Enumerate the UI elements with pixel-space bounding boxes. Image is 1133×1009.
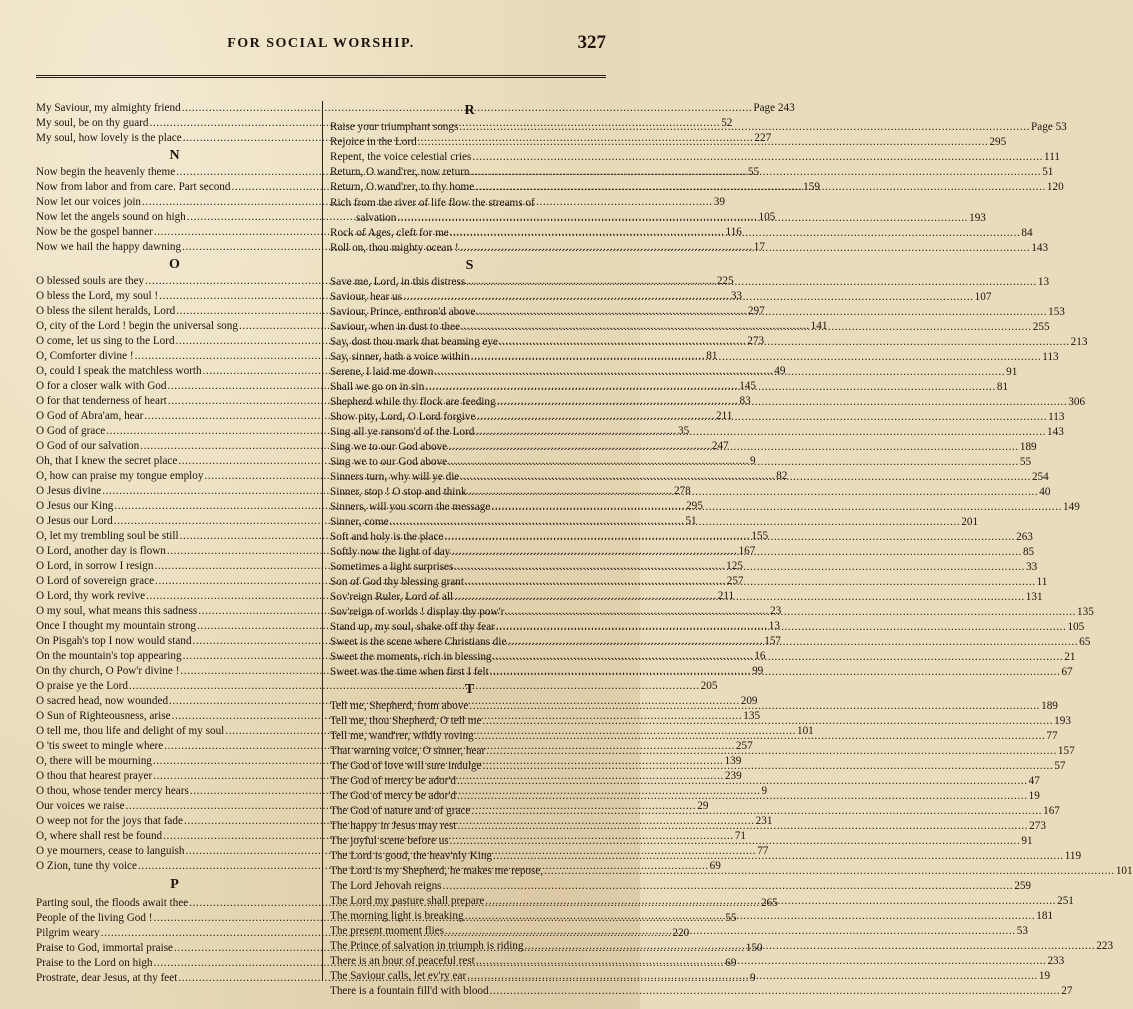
section-letter: N [169,148,181,163]
hymn-first-line: O Lord, another day is flown [36,545,166,557]
hymn-first-line: O, how can praise my tongue employ [36,470,204,482]
hymn-first-line: O thou that hearest prayer [36,770,153,782]
page-ref: 119 [1064,850,1082,862]
page-ref: 193 [1054,715,1071,727]
page-ref: 273 [1029,820,1046,832]
hymn-first-line: O sacred head, now wounded [36,695,169,707]
page-ref: 257 [726,575,744,587]
page-ref: 167 [1043,805,1060,817]
page-ref: 77 [757,845,769,857]
page-ref: 295 [989,136,1007,148]
hymn-first-line: On thy church, O Pow'r divine ! [36,665,180,677]
page-ref: 17 [753,241,765,253]
hymn-first-line: Shepherd while thy flock are feeding [330,396,496,408]
hymn-first-line: Sing we to our God above [330,441,448,453]
page-ref: 113 [1048,411,1065,423]
hymn-first-line: My soul, how lovely is the place [36,132,182,144]
dot-leader [493,849,1064,864]
page-ref: 273 [747,335,765,347]
dot-leader [448,440,1019,455]
page-ref: 225 [716,275,734,287]
hymn-first-line: Say, sinner, hath a voice within [330,351,470,363]
page-ref: 55 [747,166,760,178]
page-ref: 131 [1025,591,1043,603]
page-ref: 227 [754,132,772,144]
page-ref: 157 [1057,745,1075,757]
dot-leader [482,714,1053,729]
dot-leader [471,804,1042,819]
dot-leader [471,165,1042,180]
hymn-first-line: O come, let us sing to the Lord [36,335,175,347]
dot-leader [443,879,1014,894]
dot-leader [460,241,1031,256]
hymn-first-line: O tell me, thou life and delight of my soul [36,725,225,737]
hymn-first-line: Praise to God, immortal praise [36,942,174,954]
page-ref: 23 [769,605,782,617]
dot-leader [425,380,996,395]
hymn-first-line: Sinner, stop ! O stop and think [330,486,467,498]
hymn-first-line: The God of love will sure indulge [330,760,482,772]
column-divider [322,101,323,981]
page-ref: 143 [1031,242,1049,254]
section-letter: S [465,258,475,273]
page-ref: 150 [745,942,763,954]
index-entry [330,984,1073,999]
hymn-first-line: salvation [356,212,397,224]
page-ref: 278 [673,485,691,497]
hymn-first-line: O weep not for the joys that fade [36,815,183,827]
page-ref: 82 [776,470,788,482]
hymn-first-line: O my soul, what means this sadness [36,605,198,617]
hymn-first-line: Oh, that I knew the secret place [36,455,178,467]
page-ref: 209 [740,695,758,707]
hymn-first-line: O Lord of sovereign grace [36,575,155,587]
page-ref: 125 [726,560,743,572]
dot-leader [459,120,1030,135]
page-ref: 9 [761,785,768,797]
page-ref: 69 [709,860,721,872]
hymn-first-line: The Saviour calls, let ev'ry ear [330,970,467,982]
hymn-first-line: O, city of the Lord ! begin the universal song [36,320,238,332]
hymn-first-line: O God of Abra'am, hear [36,410,144,422]
hymn-first-line: Rich from the river of life flow the streams of [330,197,535,209]
page-ref: 51 [685,515,697,527]
section-letter: O [169,257,181,272]
page-ref: 105 [1067,621,1085,633]
dot-leader [483,759,1054,774]
dot-leader [475,729,1046,744]
hymn-first-line: Repent, the voice celestial cries [330,151,472,163]
dot-leader [457,789,1028,804]
hymn-first-line: O praise ye the Lord [36,680,128,692]
hymn-first-line: Sinner, come [330,516,389,528]
index-entry [36,679,718,694]
page-ref: 189 [1019,441,1037,453]
page-ref: 205 [700,680,718,692]
index-entry [330,455,1032,470]
hymn-first-line: Shall we go on in sin [330,381,425,393]
dot-leader [460,470,1031,485]
hymn-first-line: O, where shall rest be found [36,830,163,842]
hymn-first-line: O for a closer walk with God [36,380,167,392]
hymn-first-line: Say, dost thou mark that beaming eye [330,336,498,348]
index-entry [330,969,1051,984]
page-ref: 81 [996,381,1009,393]
page-ref: 153 [1048,306,1065,318]
hymn-first-line: O, could I speak the matchless worth [36,365,202,377]
hymn-first-line: People of the living God ! [36,912,153,924]
dot-leader [465,575,1036,590]
dot-leader [450,834,1021,849]
dot-leader [490,665,1061,680]
hymn-first-line: Praise to the Lord on high [36,957,153,969]
dot-leader [434,365,1005,380]
page-ref: 51 [1042,166,1054,178]
hymn-first-line: Sometimes a light surprises [330,561,454,573]
page-ref: 111 [1044,151,1060,163]
page-ref: 149 [1063,501,1080,513]
page-ref: 9 [750,972,756,984]
hymn-first-line: Sweet was the time when first I felt [330,666,489,678]
page-ref: 145 [739,380,756,392]
page-ref: 201 [961,516,979,528]
page-ref: 29 [697,800,709,812]
hymn-first-line: O, there will be mourning [36,755,152,767]
page-ref: 231 [755,815,773,827]
hymn-first-line: Pilgrim weary [36,927,100,939]
hymn-first-line: Soft and holy is the place [330,531,444,543]
hymn-first-line: O for that tenderness of heart [36,395,167,407]
dot-leader [490,984,1061,999]
page-ref: 57 [1054,760,1066,772]
hymn-first-line: O God of grace [36,425,106,437]
hymn-first-line: O Lord, in sorrow I resign [36,560,154,572]
hymn-first-line: O 'tis sweet to mingle where [36,740,164,752]
dot-leader [507,635,1078,650]
index-entry [330,789,1040,804]
dot-leader [475,180,1046,195]
hymn-first-line: Raise your triumphant songs [330,121,459,133]
hymn-first-line: On Pisgah's top I now would stand [36,635,192,647]
page-ref: 52 [721,117,733,129]
dot-leader [454,560,1025,575]
page-ref: 135 [1077,606,1094,618]
dot-leader [403,290,974,305]
page-ref: 135 [743,710,761,722]
hymn-first-line: Sweet the moments, rich in blessing [330,651,492,663]
page-ref: 13 [1037,276,1050,288]
dot-leader [525,939,1096,954]
page-ref: 21 [1064,651,1076,663]
dot-leader [450,226,1021,241]
hymn-first-line: Roll on, thou mighty ocean ! [330,242,459,254]
hymn-first-line: My soul, be on thy guard [36,117,149,129]
page-ref: 306 [1068,396,1086,408]
page-ref: 83 [739,395,751,407]
hymn-first-line: Sing we to our God above [330,456,448,468]
dot-leader [465,909,1036,924]
hymn-first-line: The Lord my pasture shall prepare [330,895,485,907]
page-ref: 233 [1047,955,1065,967]
page-ref: 101 [796,725,814,737]
page-ref: 181 [1036,910,1054,922]
hymn-first-line: The Prince of salvation in triumph is riding [330,940,524,952]
hymn-first-line: Prostrate, dear Jesus, at thy feet [36,972,178,984]
page-ref: 297 [747,305,765,317]
hymn-first-line: Return, O wand'rer, to thy home [330,181,475,193]
dot-leader [469,699,1040,714]
page-ref: 213 [1070,336,1088,348]
hymn-first-line: O ye mourners, cease to languish [36,845,185,857]
page-ref: 67 [1061,666,1073,678]
hymn-first-line: Tell me, wand'rer, wildly roving [330,730,474,742]
dot-leader [486,744,1057,759]
hymn-first-line: The morning light is breaking [330,910,464,922]
hymn-first-line: O God of our salvation [36,440,140,452]
dot-leader [493,650,1064,665]
hymn-first-line: O bless the Lord, my soul ! [36,290,159,302]
dot-leader [445,924,1016,939]
index-entry [36,101,795,116]
hymn-first-line: Return, O wand'rer, now return [330,166,470,178]
section-letter: R [464,103,476,118]
page-ref: 220 [672,927,690,939]
hymn-first-line: The Lord is good, the heav'nly King [330,850,493,862]
page-ref: 91 [1021,835,1033,847]
dot-leader [397,211,968,226]
dot-leader [457,819,1028,834]
index-entry [330,879,1031,894]
section-letter: T [464,682,476,697]
hymn-first-line: The happy in Jesus may rest [330,820,457,832]
page-ref: 13 [768,620,780,632]
hymn-first-line: Saviour, Prince, enthron'd above [330,306,476,318]
dot-leader [544,864,1115,879]
dot-leader [461,320,1032,335]
hymn-first-line: Save me, Lord, in this distress [330,276,466,288]
page-ref: 19 [1038,970,1051,982]
hymn-first-line: Tell me, thou Shepherd, O tell me [330,715,482,727]
page-ref: 85 [1022,546,1035,558]
page-ref: 27 [1061,985,1073,997]
hymn-first-line: Rock of Ages, cleft for me [330,227,449,239]
hymn-first-line: Serene, I laid me down [330,366,434,378]
hymn-first-line: O Jesus divine [36,485,102,497]
dot-leader [390,515,961,530]
hymn-first-line: Now let our voices join [36,196,142,208]
hymn-first-line: That warning voice, O sinner, hear [330,745,486,757]
hymn-first-line: Sing all ye ransom'd of the Lord [330,426,475,438]
dot-leader [475,425,1046,440]
hymn-first-line: O Sun of Righteousness, arise [36,710,171,722]
page-ref: 53 [1016,925,1028,937]
page-ref: 223 [1096,940,1114,952]
hymn-first-line: The God of mercy be ador'd [330,775,456,787]
hymn-first-line: Sinners turn, why will ye die [330,471,460,483]
page-ref: 211 [717,590,735,602]
page-ref: 143 [1047,426,1064,438]
page-ref: 107 [974,291,992,303]
hymn-first-line: The Lord Jehovah reigns [330,880,442,892]
page-ref: 11 [1036,576,1048,588]
hymn-first-line: The Lord is my Shepherd, he makes me repose, [330,865,544,877]
hymn-first-line: Stand up, my soul, shake off thy fear [330,621,495,633]
page-ref: 263 [1016,531,1033,543]
dot-leader [457,774,1028,789]
page-ref: 155 [751,530,769,542]
page-ref: 69 [725,957,737,969]
dot-leader [472,150,1043,165]
hymn-first-line: O thou, whose tender mercy hears [36,785,189,797]
hymn-first-line: Our voices we raise [36,800,125,812]
hymn-first-line: Now begin the heavenly theme [36,166,176,178]
page-ref: 265 [760,897,778,909]
page-ref: 39 [713,196,725,208]
page-ref: 33 [1026,561,1038,573]
page-ref: 251 [1057,895,1074,907]
page-ref: 193 [969,212,986,224]
page-ref: 99 [752,665,764,677]
page-ref: 255 [1032,321,1050,333]
page-ref: 211 [716,410,733,422]
page-ref: 116 [725,226,742,238]
hymn-first-line: O, Comforter divine ! [36,350,134,362]
dot-leader [418,135,989,150]
page-ref: 91 [1006,366,1018,378]
dot-leader [497,395,1068,410]
hymn-first-line: O Lord, thy work revive [36,590,146,602]
dot-leader [471,350,1042,365]
hymn-first-line: Now from labor and from care. Part second [36,181,231,193]
dot-leader [448,455,1019,470]
page-ref: 55 [1019,456,1032,468]
page-ref: Page 53 [1031,121,1067,133]
page-ref: 113 [1042,351,1059,363]
dot-leader [468,485,1039,500]
hymn-first-line: There is an hour of peaceful rest [330,955,475,967]
hymn-first-line: Saviour, hear us [330,291,402,303]
hymn-first-line: The God of nature and of grace [330,805,471,817]
page-ref: 71 [734,830,747,842]
page-ref: 55 [725,912,737,924]
page-ref: 101 [1115,865,1133,877]
page-ref: 65 [1079,636,1091,648]
hymn-first-line: O Jesus our Lord [36,515,113,527]
dot-leader [505,605,1076,620]
hymn-first-line: O blessed souls are they [36,275,145,287]
page-ref: 120 [1046,181,1064,193]
page-ref: 40 [1039,486,1051,498]
page-ref: 295 [686,500,703,512]
page-ref: 105 [758,211,776,223]
hymn-first-line: Now be the gospel banner [36,226,153,238]
dot-leader [454,590,1025,605]
page-ref: 159 [803,181,820,193]
page-ref: 9 [750,455,756,467]
hymn-first-line: The joyful scene before us [330,835,449,847]
hymn-first-line: Sov'reign Ruler, Lord of all [330,591,454,603]
page-ref: 239 [724,770,742,782]
index-entry [330,195,610,211]
page-ref: 16 [754,650,766,662]
hymn-first-line: O bless the silent heralds, Lord [36,305,176,317]
page-ref: 167 [738,545,756,557]
hymn-first-line: Tell me, Shepherd, from above [330,700,469,712]
hymn-first-line: The present moment flies [330,925,445,937]
hymn-first-line: Rejoice in the Lord [330,136,417,148]
page-ref: 259 [1014,880,1031,892]
hymn-first-line: Sov'reign of worlds ! display thy pow'r [330,606,505,618]
hymn-first-line: Sinners, will you scorn the message [330,501,491,513]
dot-leader [476,305,1047,320]
page-ref: 139 [724,755,742,767]
hymn-first-line: Saviour, when in dust to thee [330,321,461,333]
page-ref: Page 243 [753,102,795,114]
hymn-first-line: Sweet is the scene where Christians die [330,636,507,648]
header-rule [36,75,606,78]
hymn-first-line: Now let the angels sound on high [36,211,186,223]
running-title: FOR SOCIAL WORSHIP. [227,36,415,51]
hymn-first-line: On the mountain's top appearing [36,650,182,662]
dot-leader [499,335,1070,350]
hymn-first-line: My Saviour, my almighty friend [36,102,181,114]
page-ref: 35 [677,425,690,437]
running-head [36,32,606,56]
page-ref: 189 [1041,700,1058,712]
dot-leader [444,530,1015,545]
page-number: 327 [577,32,606,53]
section-letter: P [170,877,180,892]
hymn-first-line: The God of mercy be ador'd [330,790,456,802]
page-ref: 47 [1028,775,1040,787]
dot-leader [476,954,1047,969]
hymn-first-line: Once I thought my mountain strong [36,620,197,632]
dot-leader [491,500,1062,515]
dot-leader [485,894,1056,909]
page-ref: 77 [1046,730,1058,742]
dot-leader [451,545,1022,560]
hymn-first-line: Now we hail the happy dawning [36,241,182,253]
page-ref: 81 [706,350,718,362]
page-ref: 157 [764,635,782,647]
page-ref: 19 [1028,790,1040,802]
hymn-first-line: O, let my trembling soul be still [36,530,179,542]
page-ref: 247 [711,440,729,452]
hymn-first-line: Show pity, Lord, O Lord forgive [330,411,476,423]
page-ref: 254 [1031,471,1049,483]
hymn-first-line: There is a fountain fill'd with blood [330,985,489,997]
page-ref: 84 [1021,227,1033,239]
hymn-first-line: Son of God thy blessing grant [330,576,464,588]
hymn-first-line: O Zion, tune thy voice [36,860,137,872]
page-ref: 33 [730,290,742,302]
page-ref: 141 [810,320,828,332]
page-ref: 257 [735,740,753,752]
page-ref: 49 [774,365,786,377]
dot-leader [476,410,1047,425]
dot-leader [467,969,1038,984]
dot-leader [496,620,1067,635]
index-entry [330,150,1060,165]
hymn-first-line: Softly now the light of day [330,546,451,558]
hymn-first-line: O Jesus our King [36,500,114,512]
hymn-first-line: Parting soul, the floods await thee [36,897,189,909]
dot-leader [466,275,1037,290]
